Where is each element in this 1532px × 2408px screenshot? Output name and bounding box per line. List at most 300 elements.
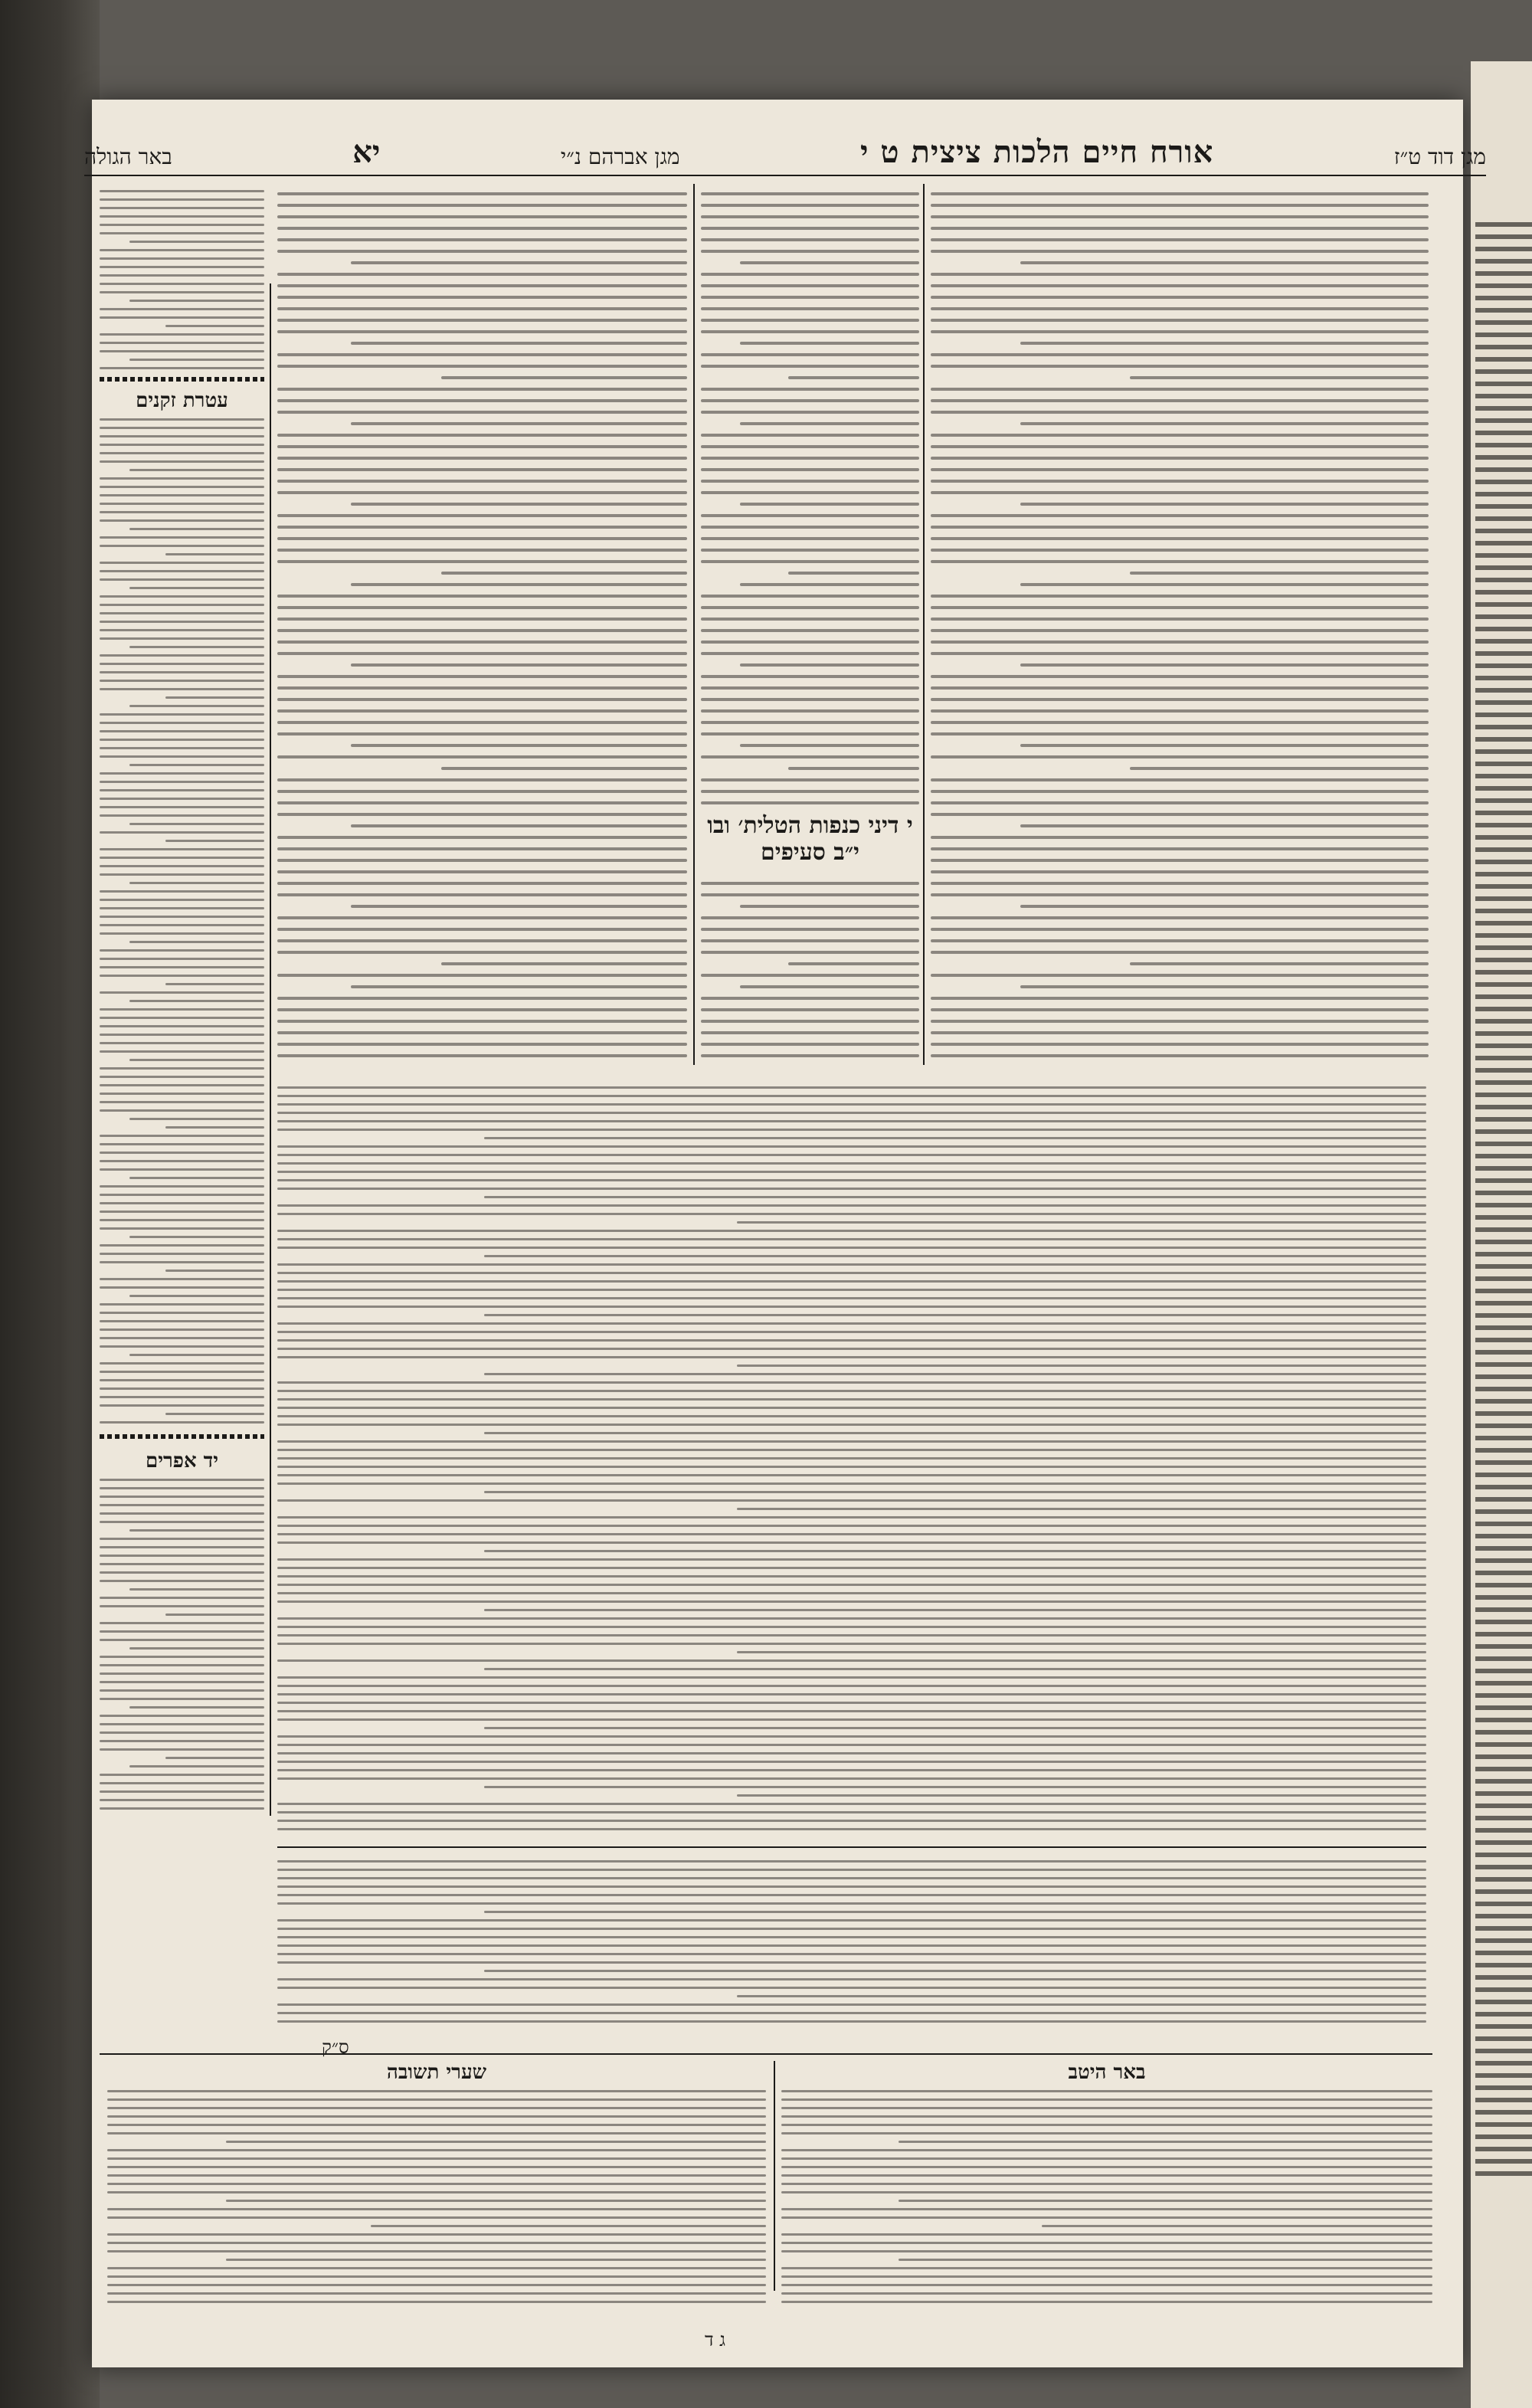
text-line [1475, 2147, 1532, 2151]
text-line [931, 468, 1429, 471]
text-line [129, 764, 264, 766]
text-line [277, 618, 687, 621]
text-line [1475, 1987, 1532, 1992]
magen-david-column [931, 184, 1429, 1065]
text-line [100, 1487, 264, 1489]
text-line [701, 675, 919, 678]
text-line [100, 1740, 264, 1742]
text-line [107, 2115, 766, 2118]
text-line [165, 553, 264, 555]
text-line [277, 1213, 1426, 1215]
text-line [931, 307, 1429, 310]
text-line [277, 353, 687, 356]
text-line [931, 595, 1429, 598]
text-line [100, 1580, 264, 1582]
text-line [484, 1314, 1426, 1316]
text-line [100, 1371, 264, 1373]
text-line [277, 1944, 1426, 1947]
text-line [1475, 1191, 1532, 1195]
text-line [107, 2284, 766, 2286]
text-line [100, 1479, 264, 1481]
text-line [1475, 271, 1532, 276]
text-line [781, 2124, 1432, 2126]
text-line [100, 814, 264, 817]
text-line [226, 2200, 766, 2202]
text-line [351, 503, 687, 506]
text-line [100, 1681, 264, 1683]
text-line [107, 2183, 766, 2185]
text-line [740, 503, 919, 506]
text-line [277, 1803, 1426, 1805]
header-magen-avraham: מגן אברהם נ״י [560, 144, 680, 169]
text-line [1475, 590, 1532, 595]
text-line [931, 951, 1429, 954]
text-line [100, 1261, 264, 1263]
text-line [277, 1247, 1426, 1249]
text-line [737, 1995, 1426, 1997]
text-line [701, 732, 919, 736]
text-line [277, 1693, 1426, 1695]
text-line [100, 1076, 264, 1078]
text-line [701, 595, 919, 598]
text-line [1475, 1571, 1532, 1575]
text-line [100, 367, 264, 369]
text-line [1130, 376, 1429, 379]
text-line [1475, 1767, 1532, 1771]
text-line [100, 1799, 264, 1801]
text-line [100, 1202, 264, 1204]
text-line [107, 2132, 766, 2134]
text-line [1475, 1583, 1532, 1587]
text-line [1475, 1681, 1532, 1686]
text-line [781, 2115, 1432, 2118]
text-line [129, 646, 264, 648]
text-line [899, 2141, 1432, 2143]
text-line [931, 445, 1429, 448]
text-line [100, 713, 264, 716]
text-line [277, 1466, 1426, 1468]
text-line [931, 537, 1429, 540]
text-line [701, 629, 919, 632]
text-line [781, 2174, 1432, 2177]
text-line [277, 870, 687, 873]
text-line [129, 823, 264, 825]
text-line [1475, 1289, 1532, 1293]
text-line [277, 1860, 1426, 1863]
beer-hagolah-text [100, 190, 264, 369]
shaarei-teshuvah-title: שערי תשובה [386, 2061, 487, 2084]
text-line [277, 284, 687, 287]
text-line [1475, 296, 1532, 300]
text-line [277, 1008, 687, 1011]
text-line [484, 1786, 1426, 1788]
text-line [701, 204, 919, 207]
text-line [701, 227, 919, 230]
text-line [100, 663, 264, 665]
text-line [1475, 1828, 1532, 1833]
text-line [931, 192, 1429, 195]
text-line [277, 192, 687, 195]
text-line [100, 1630, 264, 1633]
text-line [100, 1672, 264, 1675]
text-line [100, 578, 264, 581]
text-line [277, 1407, 1426, 1409]
text-line [100, 789, 264, 791]
footnote-text [277, 1860, 1426, 2023]
text-line [484, 1137, 1426, 1139]
text-line [1475, 247, 1532, 251]
text-line [226, 2141, 766, 2143]
text-line [931, 755, 1429, 758]
text-line [107, 2157, 766, 2160]
text-line [1475, 884, 1532, 889]
text-line [277, 801, 687, 804]
text-line [1475, 333, 1532, 337]
footnote-rule [277, 1846, 1426, 1848]
text-line [100, 418, 264, 421]
text-line [701, 250, 919, 253]
text-line [100, 1538, 264, 1540]
text-line [701, 755, 919, 758]
text-line [100, 1244, 264, 1247]
text-line [226, 2259, 766, 2261]
text-line [737, 1221, 1426, 1224]
text-line [1475, 1693, 1532, 1698]
text-line [701, 1008, 919, 1011]
text-line [100, 1320, 264, 1322]
text-line [1475, 1424, 1532, 1428]
text-line [277, 238, 687, 241]
text-line [100, 899, 264, 901]
text-line [277, 1238, 1426, 1240]
text-line [100, 755, 264, 758]
text-line [701, 238, 919, 241]
text-line [100, 1185, 264, 1188]
text-line [1475, 1497, 1532, 1502]
text-line [100, 1017, 264, 1019]
text-line [129, 1647, 264, 1650]
text-line [100, 671, 264, 673]
text-line [100, 1774, 264, 1776]
text-line [129, 1118, 264, 1120]
text-line [277, 1919, 1426, 1921]
lower-commentary-block [277, 1080, 1426, 1839]
text-line [1475, 1951, 1532, 1955]
text-line [701, 652, 919, 655]
text-line [277, 1415, 1426, 1417]
text-line [100, 207, 264, 209]
header-beer-hagolah: באר הגולה [84, 144, 172, 169]
text-line [100, 629, 264, 631]
text-line [277, 1643, 1426, 1645]
text-line [931, 514, 1429, 517]
text-line [277, 1381, 1426, 1384]
text-line [100, 1042, 264, 1044]
text-line [931, 928, 1429, 931]
beer-heitev-text [781, 2090, 1432, 2303]
text-line [351, 583, 687, 586]
text-line [129, 1765, 264, 1768]
text-line [100, 1689, 264, 1692]
text-line [931, 215, 1429, 218]
text-line [484, 1196, 1426, 1198]
text-line [277, 537, 687, 540]
text-line [129, 1295, 264, 1297]
text-line [1475, 2000, 1532, 2004]
text-line [1475, 1632, 1532, 1636]
text-line [277, 549, 687, 552]
text-line [781, 2183, 1432, 2185]
text-line [129, 1059, 264, 1061]
text-line [100, 1379, 264, 1381]
text-line [788, 962, 919, 965]
text-line [277, 1179, 1426, 1181]
text-line [277, 204, 687, 207]
text-line [931, 457, 1429, 460]
text-line [931, 859, 1429, 862]
printer-catchword: ס״ק [322, 2036, 349, 2058]
text-line [277, 951, 687, 954]
text-line [1475, 1607, 1532, 1612]
text-line [1475, 308, 1532, 313]
text-line [931, 1020, 1429, 1023]
text-line [100, 1093, 264, 1095]
text-line [781, 2242, 1432, 2244]
text-line [1020, 824, 1429, 827]
text-line [107, 2107, 766, 2109]
text-line [931, 698, 1429, 701]
text-line [277, 652, 687, 655]
text-line [1475, 811, 1532, 815]
text-line [1475, 369, 1532, 374]
text-line [1475, 1301, 1532, 1306]
text-line [1475, 467, 1532, 472]
text-line [100, 739, 264, 741]
column-rule [774, 2061, 775, 2291]
text-line [1475, 1117, 1532, 1122]
text-line [931, 284, 1429, 287]
text-line [100, 1109, 264, 1112]
text-line [1020, 422, 1429, 425]
text-line [1475, 1975, 1532, 1980]
text-line [484, 1911, 1426, 1913]
text-line [701, 893, 919, 896]
text-line [100, 494, 264, 496]
text-line [931, 480, 1429, 483]
text-line [701, 514, 919, 517]
ornament-divider [100, 1434, 264, 1439]
text-line [129, 359, 264, 361]
text-line [277, 1482, 1426, 1485]
text-line [100, 1555, 264, 1557]
text-line [100, 1219, 264, 1221]
text-line [351, 744, 687, 747]
text-line [1475, 896, 1532, 901]
atarat-zkenim-title: עטרת זקנים [136, 389, 228, 412]
text-line [931, 893, 1429, 896]
text-line [277, 1086, 1426, 1089]
text-line [277, 1204, 1426, 1207]
text-line [1475, 283, 1532, 288]
text-line [1475, 1093, 1532, 1097]
text-line [100, 1790, 264, 1793]
text-line [277, 1390, 1426, 1392]
text-line [277, 1828, 1426, 1830]
text-line [100, 595, 264, 598]
text-line [100, 1101, 264, 1103]
magen-avraham-column [277, 184, 687, 1065]
text-line [1475, 1804, 1532, 1808]
text-line [351, 905, 687, 908]
text-line [1475, 676, 1532, 680]
text-line [781, 2149, 1432, 2151]
text-line [1475, 2110, 1532, 2115]
text-line [277, 2003, 1426, 2006]
text-line [1475, 786, 1532, 791]
text-line [1475, 798, 1532, 803]
text-line [931, 365, 1429, 368]
text-line [100, 274, 264, 277]
text-line [781, 2216, 1432, 2219]
text-line [165, 983, 264, 985]
text-line [931, 997, 1429, 1000]
text-line [277, 1978, 1426, 1980]
text-line [484, 1727, 1426, 1729]
text-line [277, 1331, 1426, 1333]
text-line [740, 985, 919, 988]
text-line [129, 1529, 264, 1532]
text-line [277, 1440, 1426, 1443]
text-line [1475, 345, 1532, 349]
text-line [701, 192, 919, 195]
text-line [1042, 2225, 1432, 2227]
text-line [277, 1659, 1426, 1662]
text-line [781, 2166, 1432, 2168]
text-line [931, 1031, 1429, 1034]
text-line [781, 2233, 1432, 2236]
text-line [1475, 1215, 1532, 1220]
text-line [277, 1120, 1426, 1122]
text-line [277, 215, 687, 218]
text-line [100, 730, 264, 732]
text-line [701, 1043, 919, 1046]
text-line [1475, 1816, 1532, 1820]
text-line [701, 721, 919, 724]
text-line [277, 916, 687, 919]
text-line [100, 1512, 264, 1515]
text-line [100, 1605, 264, 1607]
text-line [1475, 1313, 1532, 1318]
text-line [277, 1263, 1426, 1266]
text-line [1475, 1534, 1532, 1538]
text-line [1475, 1227, 1532, 1232]
text-line [277, 640, 687, 644]
text-line [100, 654, 264, 657]
text-line [277, 1820, 1426, 1822]
text-line [100, 519, 264, 522]
text-line [1475, 1276, 1532, 1281]
text-line [1020, 261, 1429, 264]
text-line [740, 583, 919, 586]
text-line [701, 273, 919, 276]
text-line [701, 882, 919, 885]
text-line [931, 319, 1429, 322]
text-line [701, 491, 919, 494]
text-line [1475, 1105, 1532, 1109]
text-line [484, 1609, 1426, 1611]
text-line [701, 353, 919, 356]
text-line [740, 905, 919, 908]
text-line [277, 1902, 1426, 1905]
text-line [931, 916, 1429, 919]
text-line [1475, 1730, 1532, 1735]
text-line [1475, 1178, 1532, 1183]
text-line [107, 2191, 766, 2193]
text-line [781, 2157, 1432, 2160]
text-line [931, 618, 1429, 621]
lower-commentary-text [277, 1086, 1426, 1830]
text-line [100, 562, 264, 564]
text-line [277, 526, 687, 529]
text-line [277, 1710, 1426, 1712]
text-line [100, 460, 264, 463]
text-line [1475, 700, 1532, 705]
text-line [781, 2250, 1432, 2252]
text-line [1475, 480, 1532, 484]
text-line [100, 190, 264, 192]
text-line [277, 2020, 1426, 2023]
text-line [701, 549, 919, 552]
text-line [484, 1255, 1426, 1257]
text-line [100, 1008, 264, 1011]
text-line [277, 1877, 1426, 1879]
text-line [781, 2275, 1432, 2278]
text-line [277, 1095, 1426, 1097]
text-line [277, 790, 687, 793]
text-line [701, 974, 919, 977]
text-line [1475, 418, 1532, 423]
text-line [100, 1504, 264, 1506]
text-line [1130, 767, 1429, 770]
text-line [931, 353, 1429, 356]
text-line [351, 342, 687, 345]
text-line [107, 2098, 766, 2101]
text-line [701, 709, 919, 713]
text-line [701, 790, 919, 793]
text-line [1475, 2085, 1532, 2090]
text-line [277, 250, 687, 253]
text-line [100, 570, 264, 572]
text-line [701, 319, 919, 322]
text-line [931, 801, 1429, 804]
text-line [701, 916, 919, 919]
text-line [107, 2301, 766, 2303]
text-line [701, 399, 919, 402]
text-line [1475, 2171, 1532, 2176]
text-line [1475, 1068, 1532, 1073]
text-line [100, 857, 264, 859]
text-line [277, 1769, 1426, 1771]
text-line [277, 1054, 687, 1057]
text-line [100, 1084, 264, 1086]
text-line [107, 2124, 766, 2126]
text-line [1475, 529, 1532, 533]
text-line [701, 284, 919, 287]
shaarei-teshuvah-column [107, 2061, 766, 2321]
text-line [441, 767, 687, 770]
text-line [1475, 578, 1532, 582]
text-line [740, 663, 919, 667]
